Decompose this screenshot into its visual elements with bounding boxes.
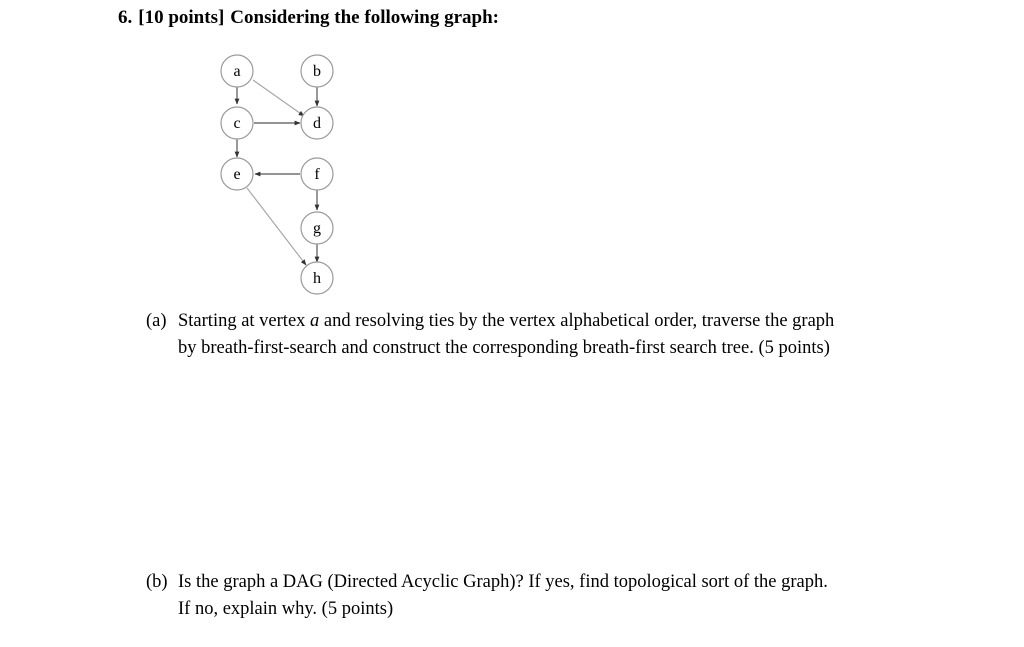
node-c [221, 107, 253, 139]
question-a-line2: by breath-first-search and construct the corresponding breath-first search tree. (5 points) [178, 338, 830, 358]
question-a-text-post: and resolving ties by the vertex alphabetical order, traverse the graph [319, 311, 835, 331]
question-b-line2: If no, explain why. (5 points) [178, 599, 394, 619]
svg-text:c: c [233, 115, 241, 132]
node-f [301, 158, 333, 190]
svg-text:f: f [314, 166, 320, 183]
question-a-label: (a) [146, 311, 167, 331]
node-e [221, 158, 253, 190]
problem-title: Considering the following graph: [230, 7, 499, 28]
problem-number: 6. [118, 7, 133, 28]
question-b [146, 569, 1006, 623]
node-g [301, 212, 333, 244]
node-b [301, 55, 333, 87]
problem-points: [10 points] [138, 7, 225, 28]
question-b-text: Is the graph a DAG (Directed Acyclic Graph)? If yes, find topological sort of the graph. [178, 572, 828, 592]
question-a-vertex: a [310, 311, 320, 331]
svg-text:h: h [313, 270, 321, 287]
node-a [221, 55, 253, 87]
graph-diagram [0, 0, 420, 300]
node-d [301, 107, 333, 139]
svg-text:e: e [233, 166, 241, 183]
edge-a-d [253, 80, 304, 116]
question-a-text-pre: Starting at vertex [178, 311, 311, 331]
svg-text:g: g [313, 220, 321, 237]
edge-e-h [247, 188, 306, 265]
question-a [146, 308, 1006, 362]
svg-text:d: d [313, 115, 321, 132]
svg-text:a: a [233, 63, 241, 80]
question-b-line1 [146, 569, 1006, 596]
node-h [301, 262, 333, 294]
question-a-line1 [146, 308, 1006, 335]
question-b-label: (b) [146, 572, 168, 592]
svg-text:b: b [313, 63, 321, 80]
